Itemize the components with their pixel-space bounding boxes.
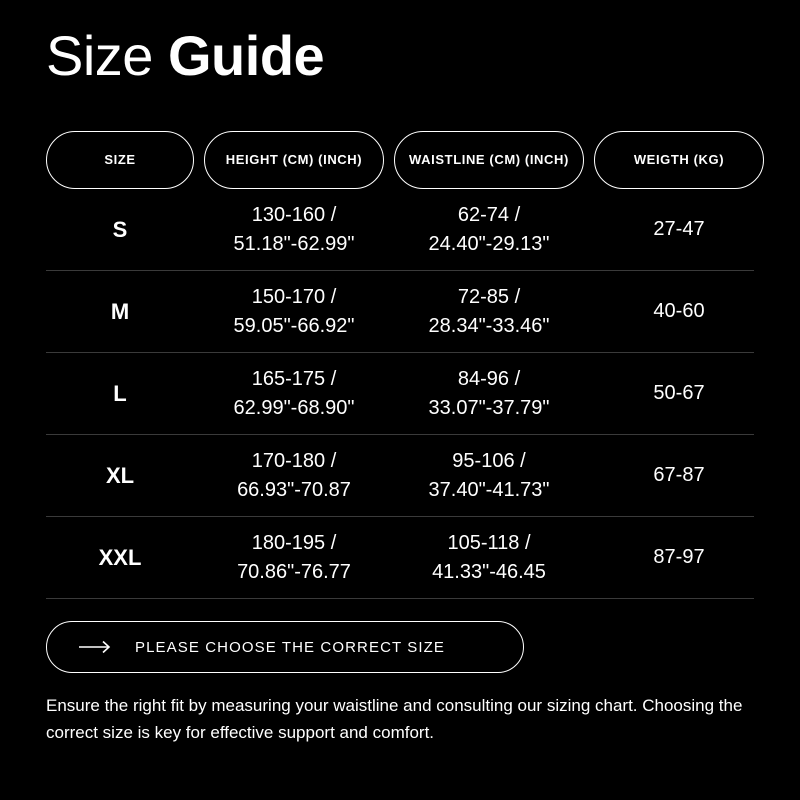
cell-waistline: 84-96 / 33.07"-37.79" (428, 367, 550, 419)
arrow-right-icon (79, 640, 113, 654)
table-row (46, 435, 754, 517)
table-header-size: SIZE (46, 131, 194, 189)
table-header-height: HEIGHT (CM) (INCH) (204, 131, 384, 189)
page-title (46, 0, 754, 89)
table-row (46, 517, 754, 599)
cell-waistline: 95-106 / 37.40"-41.73" (428, 449, 550, 501)
table-row (46, 271, 754, 353)
page-title-part1: Size (46, 24, 153, 87)
table-header-row (46, 131, 754, 189)
table-row (46, 189, 754, 271)
cell-size: S (112, 216, 128, 242)
cell-size: XL (105, 462, 135, 488)
cell-height: 150-170 / 59.05"-66.92" (233, 285, 355, 337)
choose-size-banner[interactable] (46, 621, 524, 673)
cell-size: XXL (98, 544, 142, 570)
choose-size-label: PLEASE CHOOSE THE CORRECT SIZE (135, 638, 446, 656)
cell-waistline: 72-85 / 28.34"-33.46" (428, 285, 550, 337)
size-table (46, 131, 754, 599)
table-header-weight: WEIGTH (KG) (594, 131, 764, 189)
cell-height: 170-180 / 66.93"-70.87 (237, 449, 351, 501)
sizing-note: Ensure the right fit by measuring your waistline and consulting our sizing chart. Choosing the correct size is key for effective support and comfort. (46, 696, 743, 742)
cell-waistline: 62-74 / 24.40"-29.13" (428, 203, 550, 255)
cell-weight: 67-87 (653, 464, 705, 487)
cell-weight: 40-60 (653, 300, 705, 323)
cell-height: 130-160 / 51.18"-62.99" (233, 203, 355, 255)
cell-size: L (113, 380, 127, 406)
cell-height: 180-195 / 70.86"-76.77 (237, 531, 351, 583)
cell-height: 165-175 / 62.99"-68.90" (233, 367, 355, 419)
cell-weight: 50-67 (653, 382, 705, 405)
table-row (46, 353, 754, 435)
cell-waistline: 105-118 / 41.33"-46.45 (432, 531, 546, 583)
page-title-part2: Guide (168, 24, 325, 87)
table-header-waistline: WAISTLINE (CM) (INCH) (394, 131, 584, 189)
cell-weight: 87-97 (653, 546, 705, 569)
cell-size: M (110, 298, 130, 324)
cell-weight: 27-47 (653, 218, 705, 241)
